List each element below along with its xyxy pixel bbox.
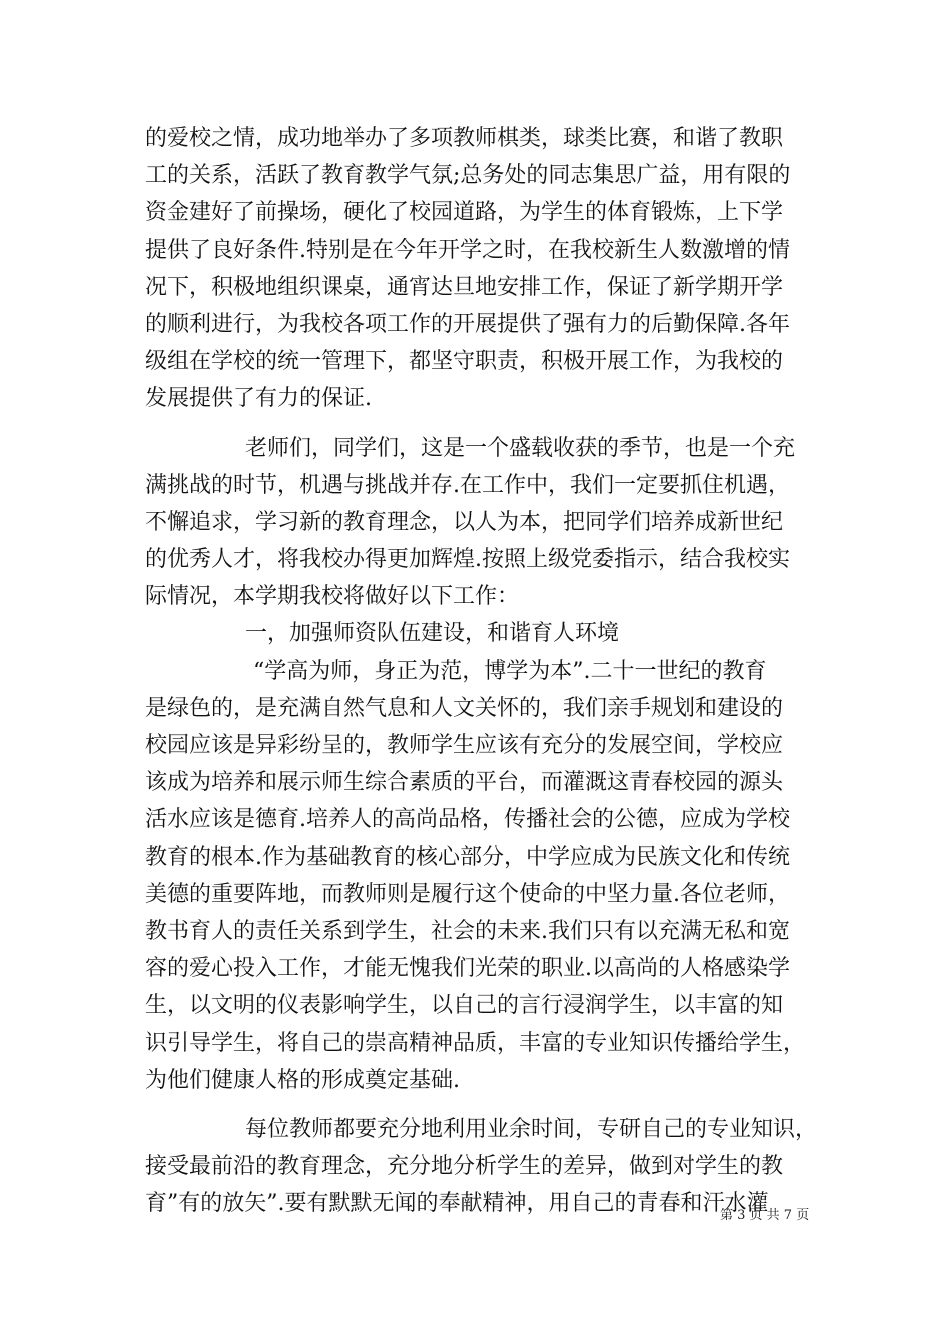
text-line: 的顺利进行，为我校各项工作的开展提供了强有力的后勤保障.各年 <box>145 311 790 337</box>
text-line: 际情况，本学期我校将做好以下工作： <box>145 584 520 610</box>
paragraph-1 <box>145 120 815 418</box>
text-line: 每位教师都要充分地利用业余时间，专研自己的专业知识， <box>245 1116 818 1142</box>
text-line: 提供了良好条件.特别是在今年开学之时，在我校新生人数激增的情 <box>145 237 790 263</box>
text-line: 级组在学校的统一管理下，都坚守职责，积极开展工作，为我校的 <box>145 349 784 375</box>
paragraph-gap <box>145 418 815 430</box>
paragraph-2 <box>145 430 815 616</box>
text-line: 识引导学生，将自己的崇高精神品质，丰富的专业知识传播给学生， <box>145 1030 806 1056</box>
body-text <box>145 120 818 1222</box>
text-line: 生，以文明的仪表影响学生，以自己的言行浸润学生，以丰富的知 <box>145 993 784 1019</box>
text-line: 美德的重要阵地，而教师则是履行这个使命的中坚力量.各位老师， <box>145 881 790 907</box>
text-line: 满挑战的时节，机遇与挑战并存.在工作中，我们一定要抓住机遇， <box>145 472 790 498</box>
page-number-footer: 第 3 页 共 7 页 <box>720 1208 810 1223</box>
text-line: 容的爱心投入工作，才能无愧我们光荣的职业.以高尚的人格感染学 <box>145 956 790 982</box>
paragraph-4 <box>145 1111 818 1223</box>
text-line: 为他们健康人格的形成奠定基础. <box>145 1067 460 1093</box>
text-line: 况下，积极地组织课桌，通宵达旦地安排工作，保证了新学期开学 <box>145 274 784 300</box>
text-line: 接受最前沿的教育理念，充分地分析学生的差异，做到对学生的教 <box>145 1154 784 1180</box>
section-heading <box>145 615 815 652</box>
section-heading-text: 一，加强师资队伍建设，和谐育人环境 <box>245 621 620 647</box>
text-line: 工的关系，活跃了教育教学气氛;总务处的同志集思广益，用有限的 <box>145 163 791 189</box>
text-line: 校园应该是异彩纷呈的，教师学生应该有充分的发展空间，学校应 <box>145 733 784 758</box>
text-line: 的优秀人才，将我校办得更加辉煌.按照上级党委指示，结合我校实 <box>145 547 790 573</box>
text-line: 资金建好了前操场，硬化了校园道路，为学生的体育锻炼，上下学 <box>145 200 784 226</box>
text-line: 不懈追求，学习新的教育理念，以人为本，把同学们培养成新世纪 <box>145 509 784 535</box>
text-line: 是绿色的，是充满自然气息和人文关怀的，我们亲手规划和建设的 <box>145 695 784 721</box>
text-line: 教书育人的责任关系到学生，社会的未来.我们只有以充满无私和宽 <box>145 918 790 944</box>
paragraph-gap <box>145 1099 815 1111</box>
text-line: 育”有的放矢”.要有默默无闻的奉献精神，用自己的青春和汗水灌 <box>145 1191 769 1217</box>
text-line: 发展提供了有力的保证. <box>145 386 372 412</box>
text-line: 的爱校之情，成功地举办了多项教师棋类，球类比赛，和谐了教职 <box>145 126 784 151</box>
text-line: 老师们，同学们，这是一个盛载收获的季节，也是一个充 <box>245 435 796 461</box>
text-line: 活水应该是德育.培养人的高尚品格，传播社会的公德，应成为学校 <box>145 807 790 833</box>
text-line: “学高为师，身正为范，博学为本”.二十一世纪的教育 <box>253 658 767 684</box>
text-line: 该成为培养和展示师生综合素质的平台，而灌溉这青春校园的源头 <box>145 770 784 796</box>
text-line: 教育的根本.作为基础教育的核心部分，中学应成为民族文化和传统 <box>145 844 790 870</box>
paragraph-3 <box>145 653 815 1099</box>
